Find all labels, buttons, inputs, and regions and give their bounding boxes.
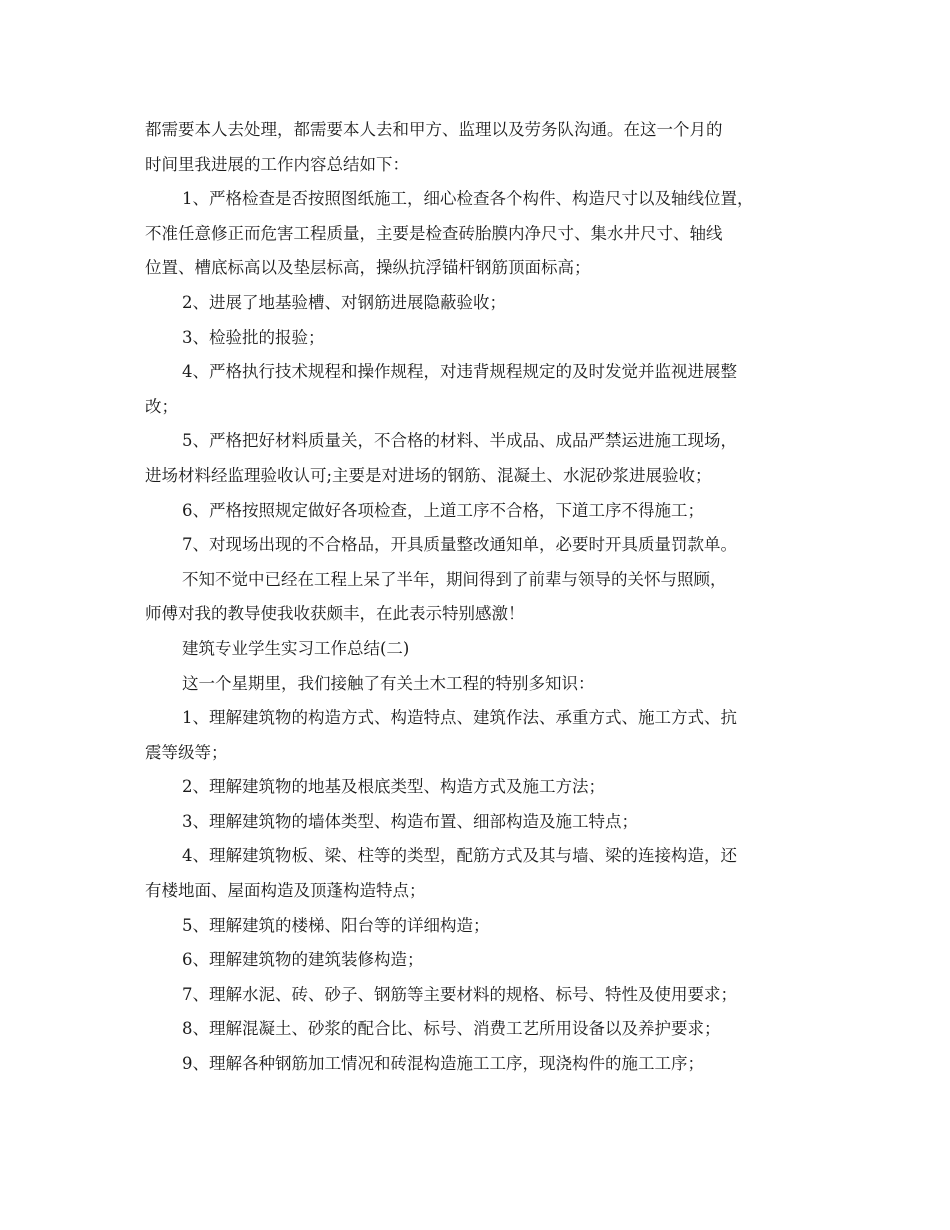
text-line: 建筑专业学生实习工作总结(二) <box>182 638 410 658</box>
text-line: 5、严格把好材料质量关，不合格的材料、半成品、成品严禁运进施工现场， <box>182 431 737 451</box>
text-line: 7、对现场出现的不合格品，开具质量整改通知单，必要时开具质量罚款单。 <box>182 535 737 555</box>
text-line: 4、理解建筑物板、梁、柱等的类型，配筋方式及其与墙、梁的连接构造，还 <box>182 846 737 866</box>
text-line: 有楼地面、屋面构造及顶蓬构造特点； <box>145 881 426 901</box>
text-line: 不知不觉中已经在工程上呆了半年，期间得到了前辈与领导的关怀与照顾， <box>182 569 727 589</box>
text-line: 时间里我进展的工作内容总结如下： <box>145 154 409 174</box>
text-line: 师傅对我的教导使我收获颇丰，在此表示特别感激！ <box>145 604 525 624</box>
text-line: 2、理解建筑物的地基及根底类型、构造方式及施工方法； <box>182 777 605 797</box>
text-line: 8、理解混凝土、砂浆的配合比、标号、消费工艺所用设备以及养护要求； <box>182 1019 721 1039</box>
text-line: 改； <box>145 396 178 416</box>
text-line: 位置、槽底标高以及垫层标高，操纵抗浮锚杆钢筋顶面标高； <box>145 258 591 278</box>
text-line: 6、理解建筑物的建筑装修构造； <box>182 950 424 970</box>
text-line: 4、严格执行技术规程和操作规程，对违背规程规定的及时发觉并监视进展整 <box>182 362 737 382</box>
document-body <box>145 113 815 1082</box>
text-line: 1、理解建筑物的构造方式、构造特点、建筑作法、承重方式、施工方式、抗 <box>182 708 737 728</box>
text-line: 2、进展了地基验槽、对钢筋进展隐蔽验收； <box>182 292 506 312</box>
text-line: 7、理解水泥、砖、砂子、钢筋等主要材料的规格、标号、特性及使用要求； <box>182 984 737 1004</box>
text-line: 3、理解建筑物的墙体类型、构造布置、细部构造及施工特点； <box>182 811 638 831</box>
text-line: 6、严格按照规定做好各项检查，上道工序不合格，下道工序不得施工； <box>182 500 704 520</box>
text-line: 震等级等； <box>145 742 228 762</box>
text-line: 这一个星期里，我们接触了有关土木工程的特别多知识： <box>182 673 595 693</box>
text-line: 不准任意修正而危害工程质量，主要是检查砖胎膜内净尺寸、集水井尺寸、轴线 <box>145 223 723 243</box>
text-line: 3、检验批的报验； <box>182 327 325 347</box>
text-line: 5、理解建筑的楼梯、阳台等的详细构造； <box>182 915 490 935</box>
text-line: 进场材料经监理验收认可;主要是对进场的钢筋、混凝土、水泥砂浆进展验收； <box>145 465 712 485</box>
text-line: 都需要本人去处理，都需要本人去和甲方、监理以及劳务队沟通。在这一个月的 <box>145 120 723 139</box>
text-line: 9、理解各种钢筋加工情况和砖混构造施工工序，现浇构件的施工工序； <box>182 1054 704 1074</box>
text-line: 1、严格检查是否按照图纸施工，细心检查各个构件、构造尺寸以及轴线位置， <box>182 189 754 209</box>
